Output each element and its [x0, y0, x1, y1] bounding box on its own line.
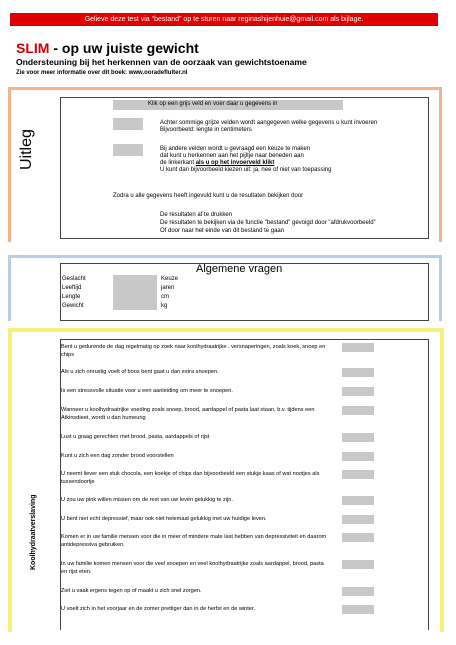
- title-rest: - op uw juiste gewicht: [49, 40, 199, 56]
- question-12: Ziet u vaak ergens tegen op of maakt u zich snel zorgen.: [61, 588, 202, 594]
- uitleg-text-4: dat kunt u herkennen aan het pijltje naar beneden aan: [160, 153, 304, 159]
- question-9: U bent niet echt depressief, maar ook niet helemaal gelukkig met uw huidige leven.: [61, 516, 267, 522]
- question-4: Wanneer u koolhydraatrijke voeding zoals snoep, brood, aardappel of pasta laat staan, b.v. tijdens een Atkinsdieet, wordt u dan humeurig: [61, 407, 315, 421]
- example-grey-field-2: [113, 144, 143, 156]
- answer-field-9[interactable]: [342, 515, 374, 524]
- page-subtitle: Ondersteuning bij het herkennen van de oorzaak van gewichtstoename: [16, 57, 307, 67]
- uitleg-text-8: De resultaten af te drukken: [160, 212, 233, 218]
- gewicht-unit: kg: [161, 303, 168, 309]
- answer-field-11[interactable]: [342, 560, 374, 569]
- uitleg-text-9: De resultaten te bekijken via de functie "bestand" gevoigd door "afdrukvoorbeeld": [160, 220, 376, 226]
- answer-field-3[interactable]: [342, 387, 374, 396]
- uitleg-text-7: Zodra u alle gegevens heeft ingevuld kunt u de resultaten bekijken door: [113, 193, 304, 199]
- koolhydraat-section-label: Koolhydraatverslaving: [30, 494, 37, 570]
- uitleg-text-2: Bijvoorbeeld: lengte in centimeters: [160, 127, 252, 133]
- question-8: U zou uw pink willen missen om de rest van uw leven gelukkig te zijn.: [61, 497, 233, 503]
- answer-field-4[interactable]: [342, 406, 374, 415]
- uitleg-text-1: Achter sommige grijze velden wordt aangegeven welke gegevens u kunt invoeren: [160, 120, 378, 126]
- geslacht-label: Geslacht: [62, 276, 86, 282]
- question-6: Kunt u zich een dag zonder brood voorstellen: [61, 453, 174, 459]
- answer-field-5[interactable]: [342, 433, 374, 442]
- answer-field-1[interactable]: [342, 343, 374, 352]
- leeftijd-unit: jaren: [161, 285, 175, 291]
- answer-field-2[interactable]: [342, 368, 374, 377]
- answer-field-12[interactable]: [342, 587, 374, 596]
- instruction-text: Klik op een grijs veld en voer daar u gegevens in: [148, 101, 278, 107]
- geslacht-unit: Keuze: [161, 276, 179, 282]
- algemene-vragen-title: Algemene vragen: [196, 263, 283, 275]
- gewicht-label: Gewicht: [62, 303, 84, 309]
- uitleg-text-3: Bij andere velden wordt u gevraagd een keuze te maken: [160, 146, 311, 152]
- leeftijd-label: Leeftijd: [62, 285, 82, 291]
- example-grey-field-1: [113, 118, 143, 130]
- question-10: Komen er in uw familie mensen voor die in meer of mindere mate last hebben van depressiviteit en daarom antidepressiva gebruiken.: [61, 534, 327, 548]
- uitleg-text-5a: de linkerkant: [160, 160, 196, 166]
- uitleg-section-label: Uitleg: [18, 129, 35, 170]
- answer-field-8[interactable]: [342, 496, 374, 505]
- uitleg-text-6: U kunt dan bijvoorbeeld kiezen uit: ja, nee of niet van toepassing: [160, 167, 332, 173]
- uitleg-text-5b: als u op het invoerveld klikt: [195, 160, 275, 166]
- question-1: Bent u gedurende de dag regelmatig op zoek naar koolhydraatrijke . versnaperingen, zoals koek, snoep en chips: [61, 344, 326, 358]
- lengte-label: Lengte: [62, 294, 81, 300]
- answer-field-13[interactable]: [342, 605, 374, 614]
- question-2: Als u zich onrustig voelt of boos bent gaat u dan extra snoepen.: [61, 369, 219, 375]
- algemene-input-block[interactable]: [113, 275, 157, 310]
- brand-name: SLIM: [16, 40, 50, 56]
- answer-field-7[interactable]: [342, 470, 374, 479]
- send-instruction-banner: Gelieve deze test via "bestand" op te sturen naar reginashijenhuie@gmail.com als bijlage.: [10, 13, 438, 26]
- answer-field-6[interactable]: [342, 452, 374, 461]
- question-3: Is een stressvolle situatie voor u een aanleiding om meer te snoepen.: [61, 388, 233, 394]
- uitleg-text-5: [160, 160, 274, 167]
- question-11: In uw familie komen mensen voor die veel snoepen en veel koolhydraatrijke zoals aardappel, brood, pasta en rijst eten.: [61, 561, 324, 575]
- answer-field-10[interactable]: [342, 533, 374, 542]
- uitleg-text-10: Of door naar het einde van dit bestand te gaan: [160, 228, 285, 234]
- question-5: Lust u graag gerechten met brood, pasta, aardappels of rijst: [61, 434, 210, 440]
- question-13: U voelt zich in het voorjaar en de zomer prettiger dan in de herfst en de winter.: [61, 606, 256, 612]
- question-7: U neemt liever een stuk chocola, een koekje of chips dan bijvoorbeeld een stukje kaas of wat nootjes als tussendoortje: [61, 471, 320, 485]
- lengte-unit: cm: [161, 294, 169, 300]
- book-info: Zie voor meer informatie over dit boek: www.ooradeflulter.nl: [16, 70, 188, 76]
- page-title: [16, 40, 199, 56]
